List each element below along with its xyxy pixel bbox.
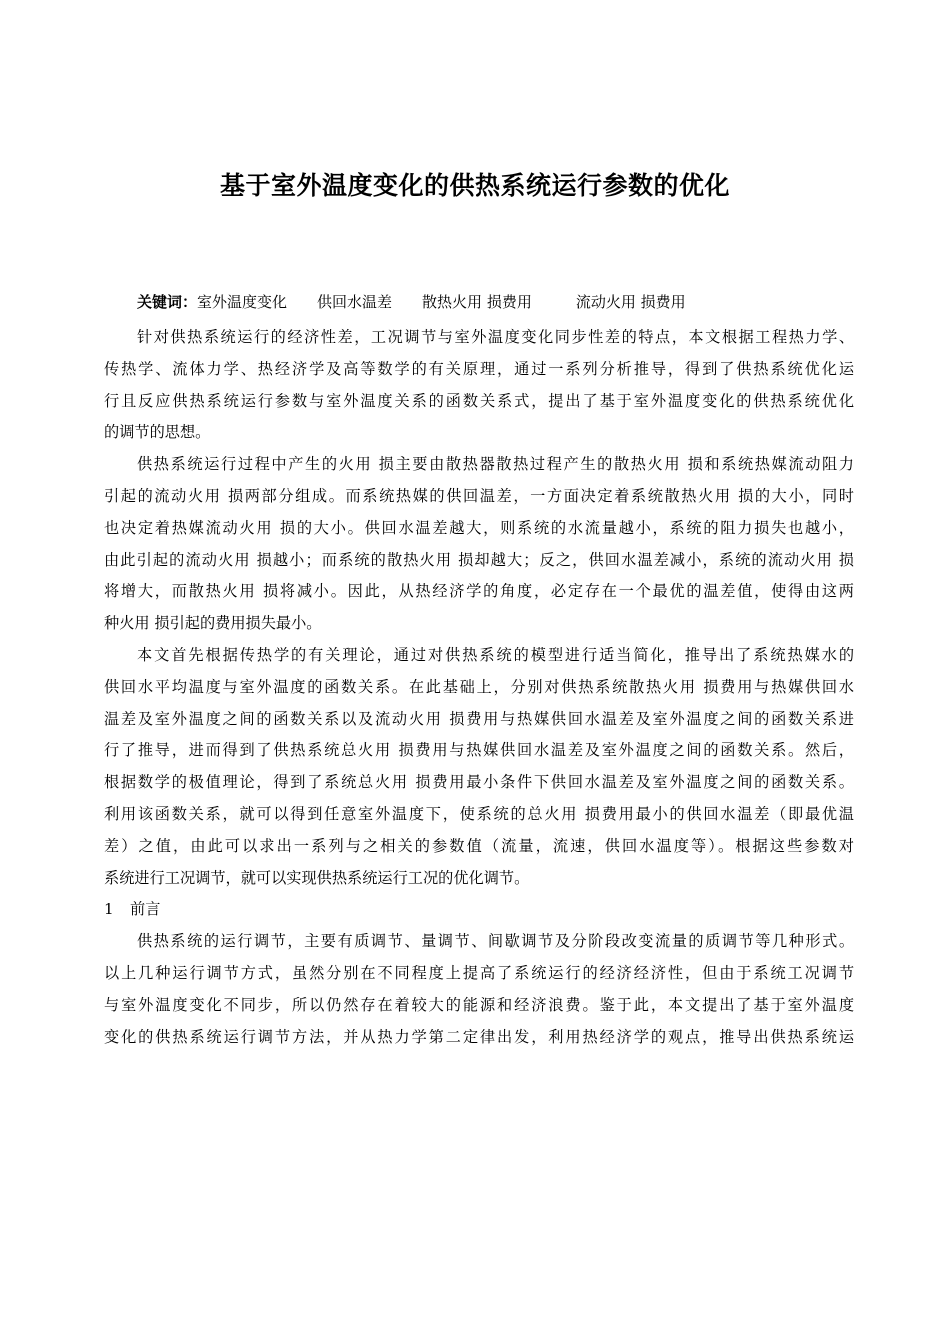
keywords-label: 关键词：: [137, 293, 198, 311]
document-title: 基于室外温度变化的供热系统运行参数的优化: [219, 171, 730, 200]
text-line: 种火用 损引起的费用损失最小。: [104, 614, 322, 633]
text-line: 与室外温度变化不同步，所以仍然存在着较大的能源和经济浪费。鉴于此，本文提出了基于室外温度: [104, 995, 854, 1014]
text-line: 本文首先根据传热学的有关理论，通过对供热系统的模型进行适当简化，推导出了系统热媒水的: [137, 645, 854, 664]
paragraph-intro: [104, 926, 854, 1053]
text-line: 针对供热系统运行的经济性差，工况调节与室外温度变化同步性差的特点，本文根据工程热力学、: [137, 328, 854, 346]
text-line: 根据数学的极值理论，得到了系统总火用 损费用最小条件下供回水温差及室外温度之间的函数关系。: [104, 773, 854, 792]
text-line: 传热学、流体力学、热经济学及高等数学的有关原理，通过一系列分析推导，得到了供热系统优化运: [104, 359, 854, 378]
text-line: 以上几种运行调节方式，虽然分别在不同程度上提高了系统运行的经济经济性，但由于系统工况调节: [104, 963, 854, 982]
section-title: 前言: [130, 900, 161, 919]
text-line: 供热系统运行过程中产生的火用 损主要由散热器散热过程产生的散热火用 损和系统热媒流动阻力: [137, 455, 854, 474]
paragraph-exergy: [104, 449, 854, 640]
text-line: 也决定着热媒流动火用 损的大小。供回水温差越大，则系统的水流量越小，系统的阻力损失也越小，: [104, 518, 854, 537]
text-line: 供热系统的运行调节，主要有质调节、量调节、间歇调节及分阶段改变流量的质调节等几种形式。: [137, 932, 854, 951]
text-line: 引起的流动火用 损两部分组成。而系统热媒的供回温差，一方面决定着系统散热火用 损的大小，同时: [104, 486, 854, 505]
keyword-item: 散热火用 损费用: [422, 293, 532, 311]
keyword-item: 室外温度变化: [197, 293, 288, 311]
text-line: 温差及室外温度之间的函数关系以及流动火用 损费用与热媒供回水温差及室外温度之间的函数关系进: [104, 709, 854, 728]
text-line: 行了推导，进而得到了供热系统总火用 损费用与热媒供回水温差及室外温度之间的函数关系。然后，: [104, 741, 854, 760]
text-line: 由此引起的流动火用 损越小；而系统的散热火用 损却越大；反之，供回水温差减小，系统的流动火用 损: [104, 550, 854, 569]
section-number: 1: [104, 900, 114, 919]
paragraph-abstract: [104, 322, 854, 449]
text-line: 的调节的思想。: [104, 423, 211, 442]
text-line: 利用该函数关系，就可以得到任意室外温度下，使系统的总火用 损费用最小的供回水温差（即最优温: [104, 804, 854, 823]
body-text: [104, 322, 854, 1053]
text-line: 行且反应供热系统运行参数与室外温度关系的函数关系式，提出了基于室外温度变化的供热系统优化: [104, 391, 854, 410]
text-line: 变化的供热系统运行调节方法，并从热力学第二定律出发，利用热经济学的观点，推导出供热系统运: [104, 1027, 854, 1046]
keyword-item: 供回水温差: [317, 293, 393, 311]
keywords-line: [137, 290, 857, 314]
text-line: 供回水平均温度与室外温度的函数关系。在此基础上，分别对供热系统散热火用 损费用与热媒供回水: [104, 677, 854, 696]
text-line: 将增大，而散热火用 损将减小。因此，从热经济学的角度，必定存在一个最优的温差值，使得由这两: [104, 582, 854, 601]
paragraph-method: [104, 640, 854, 894]
text-line: 系统进行工况调节，就可以实现供热系统运行工况的优化调节。: [104, 868, 530, 887]
keyword-item: 流动火用 损费用: [575, 293, 686, 311]
section-heading: [104, 894, 854, 926]
text-line: 差）之值，由此可以求出一系列与之相关的参数值（流量，流速，供回水温度等）。根据这些参数对: [104, 836, 854, 855]
